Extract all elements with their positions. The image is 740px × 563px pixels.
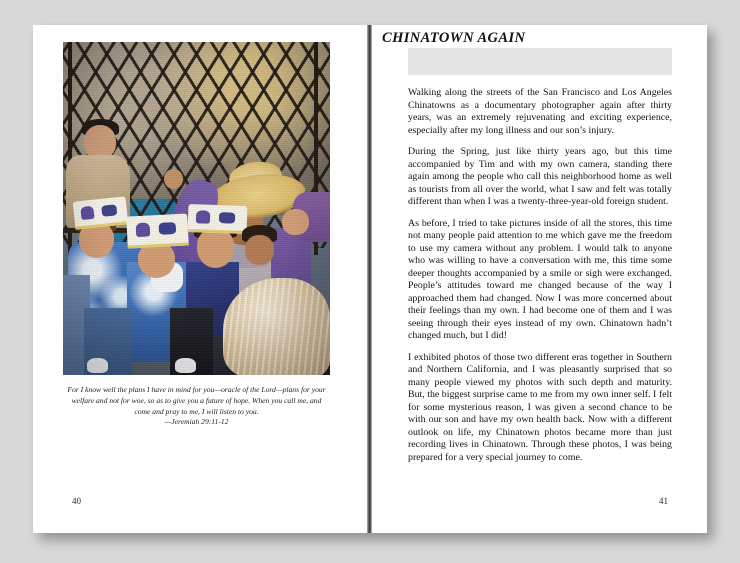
right-page <box>370 25 707 533</box>
photo-child-shoe-right <box>175 358 196 373</box>
photo-canvas <box>63 42 330 375</box>
photo-elder-hand <box>164 169 183 189</box>
body-paragraph: Walking along the streets of the San Francisco and Los Angeles Chinatowns as a documentary photographer again after thirty years, was an extremely rejuvenating and exciting experience, especially after my long illness and our son’s injury. <box>408 87 672 136</box>
photo-caption <box>63 385 330 428</box>
photo-blonde-head-foreground <box>223 278 330 375</box>
caption-source: —Jeremiah 29:11-12 <box>164 417 229 427</box>
caption-line-3: you call me, and come and pray to me, I will listen to you. <box>134 395 322 416</box>
body-paragraph: As before, I tried to take pictures inside of all the stores, this time not many people paid attention to me which gave me the freedom to use my camera without any problem. I would talk to anyone who was willing to have a conversation with me, this time some deeper thoughts accompanied by a smile or sigh were exchanged. People’s attitudes toward me changed because of the way I approached them had changed. Now I was more concerned about their feelings than my own. I had become one of them and I was seeing through their eyes instead of my own. Chinatown hadn’t changed much, but I did! <box>408 217 672 341</box>
body-paragraph: I exhibited photos of those two different eras together in Southern and Northern California, and I was pleasantly surprised that so many people viewed my photos with such depth and maturity. But, the biggest surprise came to me from my own inner self. I felt for some mysterious reason, I was given a second chance to be with our son and have my own health back. Now with a different outlook on life, my Chinatown photos became more than just recording lives in Chinatown. Through these photos, I was being prepared for a very special journey to come. <box>408 351 672 463</box>
photo-child-3-paper-crown <box>188 204 248 234</box>
book-gutter <box>367 25 372 533</box>
page-number-left: 40 <box>72 496 81 506</box>
photo-child-1-paper-crown <box>72 196 128 230</box>
chapter-title-band <box>408 48 672 75</box>
caption-line-2: for your welfare and not for woe, so as to give you a future of hope. When <box>71 385 326 405</box>
chinatown-children-photograph <box>63 42 330 375</box>
body-paragraph: During the Spring, just like thirty years ago, but this time accompanied by Tim and with my own camera, standing there again among the people who call this neighborhood home as well as tourists from all over the world, what I saw and felt was totally different than when I was a twenty-three-year-old foreign student. <box>408 146 672 207</box>
book-spread <box>33 25 707 533</box>
photo-child-shoe-left <box>87 358 108 373</box>
photo-child-4-face <box>245 235 274 265</box>
photo-right-hand <box>282 209 309 236</box>
photo-child-2-paper-crown <box>126 214 189 249</box>
page-number-right: 41 <box>659 496 668 506</box>
left-page <box>33 25 370 533</box>
body-text-column <box>408 87 672 473</box>
photo-child-3-face <box>197 228 234 268</box>
chapter-title: CHINATOWN AGAIN <box>382 30 526 46</box>
photo-seated-man-head <box>84 125 116 158</box>
caption-line-1: For I know well the plans I have in mind for you—oracle of the Lord—plans <box>67 385 300 394</box>
